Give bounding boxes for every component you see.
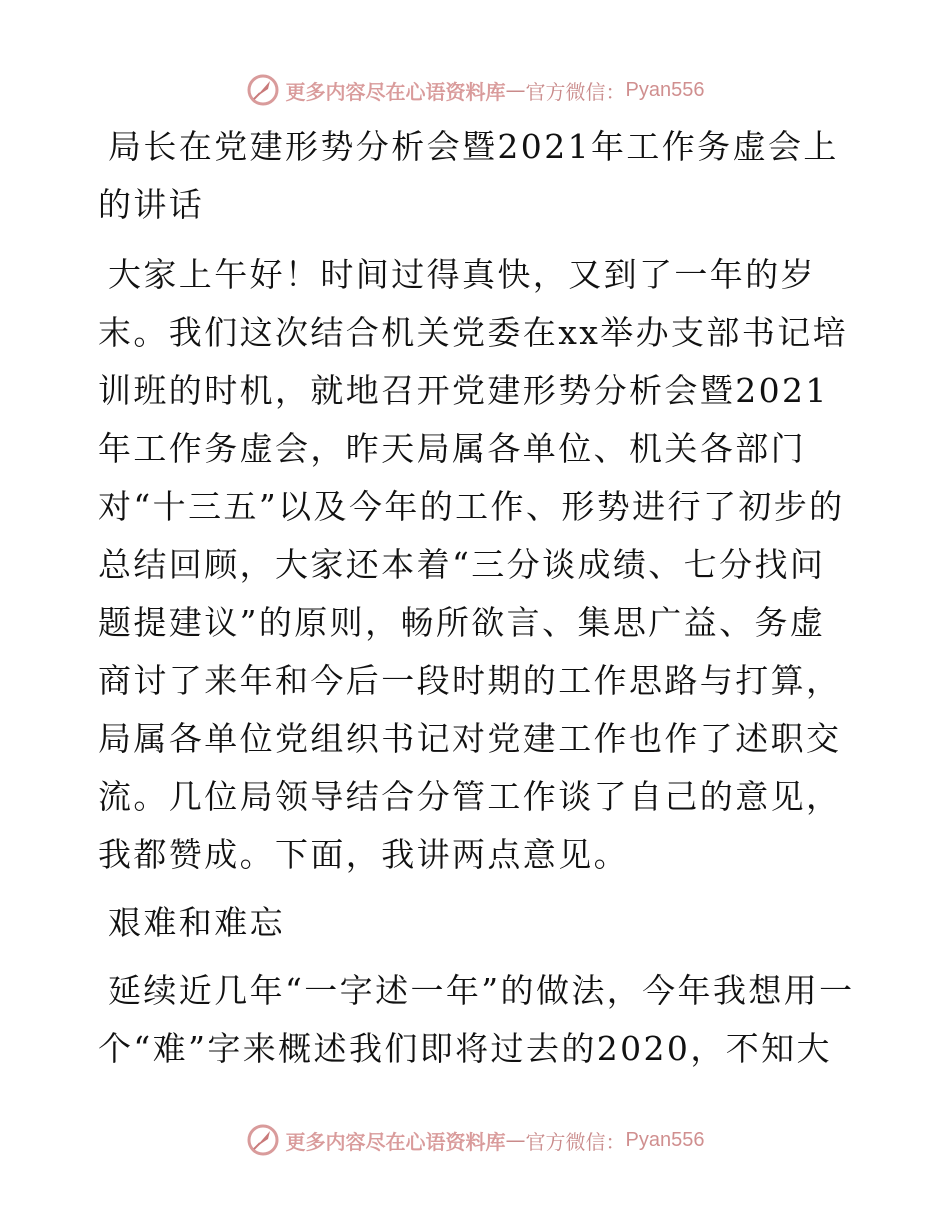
paragraph-greeting: 大家上午好！时间过得真快，又到了一年的岁末。我们这次结合机关党委在xx举办支部书记培训班的时机，就地召开党建形势分析会暨2021年工作务虚会，昨天局属各单位、机关各部门对“十三五”以及今年的工作、形势进行了初步的总结回顾，大家还本着“三分谈成绩、七分找问题提建议”的原则，畅所欲言、集思广益、务虚商讨了来年和今后一段时期的工作思路与打算，局属各单位党组织书记对党建工作也作了述职交流。几位局领导结合分管工作谈了自己的意见，我都赞成。下面，我讲两点意见。: [98, 255, 849, 874]
watermark-wechat-label: 官方微信：: [525, 79, 626, 104]
quill-logo-icon: [246, 1123, 280, 1157]
watermark-separator: —: [505, 1128, 526, 1152]
paragraph-continuation: 延续近几年“一字述一年”的做法，今年我想用一个“难”字来概述我们即将过去的2020，不知大: [98, 971, 855, 1068]
watermark-brand: 更多内容尽在心语资料库: [285, 79, 506, 104]
watermark-handle: Pyan556: [625, 1128, 705, 1151]
watermark-handle: Pyan556: [625, 78, 705, 101]
watermark-header: [0, 70, 950, 110]
watermark-separator: —: [505, 78, 526, 102]
watermark-footer: [0, 1120, 950, 1160]
quill-logo-icon: [246, 73, 280, 107]
watermark-brand: 更多内容尽在心语资料库: [285, 1129, 506, 1154]
document-body: [98, 118, 858, 1088]
watermark-wechat-label: 官方微信：: [525, 1129, 626, 1154]
section-heading: 艰难和难忘: [108, 903, 285, 942]
document-title: 局长在党建形势分析会暨2021年工作务虚会上的讲话: [98, 127, 839, 224]
